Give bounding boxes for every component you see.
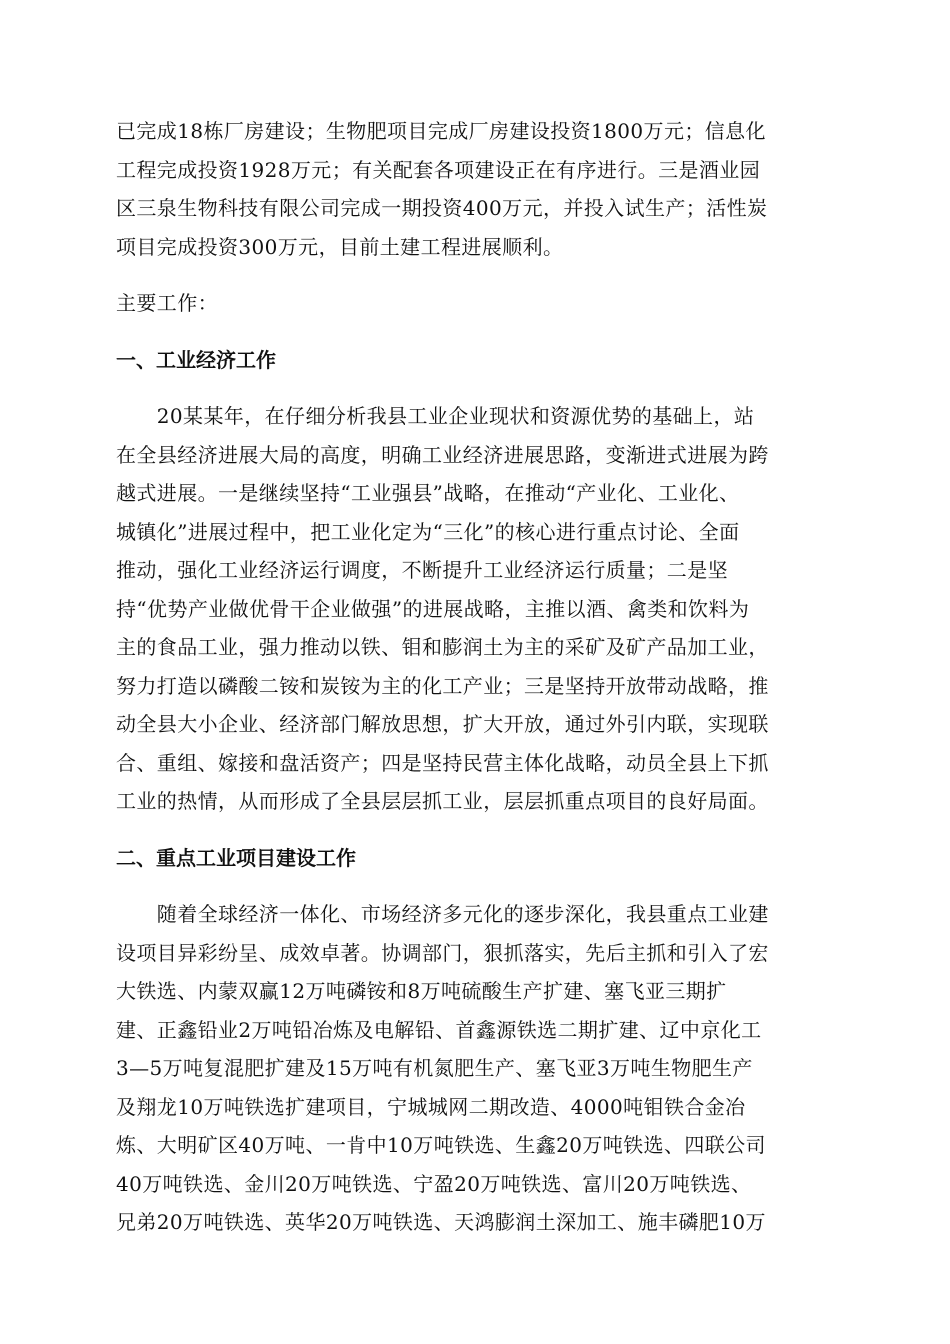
text-line: 设项目异彩纷呈、成效卓著。协调部门，狠抓落实，先后主抓和引入了宏 <box>116 940 769 965</box>
text-line: 建、正鑫铅业2万吨铅冶炼及电解铅、首鑫源铁选二期扩建、辽中京化工 <box>116 1017 762 1042</box>
document-page <box>116 112 836 1242</box>
text-line: 20某某年，在仔细分析我县工业企业现状和资源优势的基础上，站 <box>116 404 755 428</box>
paragraph-gap <box>116 323 836 341</box>
text-line: 合、重组、嫁接和盘活资产；四是坚持民营主体化战略，动员全县上下抓 <box>116 750 769 775</box>
paragraph-gap <box>116 266 836 284</box>
section1-paragraph <box>116 397 836 821</box>
text-line: 项目完成投资300万元，目前土建工程进展顺利。 <box>116 234 564 259</box>
main-work-label: 主要工作： <box>116 291 218 315</box>
text-line: 区三泉生物科技有限公司完成一期投资400万元，并投入试生产；活性炭 <box>116 196 768 220</box>
text-line: 及翔龙10万吨铁选扩建项目，宁城城网二期改造、4000吨钼铁合金冶 <box>116 1094 746 1119</box>
section-heading-industrial-economy: 一、工业经济工作 <box>116 347 276 372</box>
text-line: 在全县经济进展大局的高度，明确工业经济进展思路，变渐进式进展为跨 <box>116 442 769 467</box>
text-line: 40万吨铁选、金川20万吨铁选、宁盈20万吨铁选、富川20万吨铁选、 <box>116 1171 752 1196</box>
text-line: 炼、大明矿区40万吨、一肯中10万吨铁选、生鑫20万吨铁选、四联公司 <box>116 1133 766 1157</box>
text-line: 城镇化”进展过程中，把工业化定为“三化”的核心进行重点讨论、全面 <box>116 519 740 544</box>
text-line: 越式进展。一是继续坚持“工业强县”战略，在推动“产业化、工业化、 <box>116 481 740 505</box>
text-line: 努力打造以磷酸二铵和炭铵为主的化工产业；三是坚持开放带动战略，推 <box>116 673 769 698</box>
text-line: 工业的热情，从而形成了全县层层抓工业，层层抓重点项目的良好局面。 <box>116 789 769 813</box>
intro-paragraph <box>116 112 836 266</box>
section2-paragraph <box>116 895 836 1242</box>
paragraph-gap <box>116 379 836 397</box>
text-line: 主的食品工业，强力推动以铁、钼和膨润土为主的采矿及矿产品加工业， <box>116 635 769 659</box>
section-heading-key-projects: 二、重点工业项目建设工作 <box>116 845 356 870</box>
text-line: 3—5万吨复混肥扩建及15万吨有机氮肥生产、塞飞亚3万吨生物肥生产 <box>116 1056 753 1080</box>
text-line: 工程完成投资1928万元；有关配套各项建设正在有序进行。三是酒业园 <box>116 157 761 182</box>
text-line: 动全县大小企业、经济部门解放思想，扩大开放，通过外引内联，实现联 <box>116 712 769 736</box>
text-line: 持“优势产业做优骨干企业做强”的进展战略，主推以酒、禽类和饮料为 <box>116 596 750 621</box>
text-line: 兄弟20万吨铁选、英华20万吨铁选、天鸿膨润土深加工、施丰磷肥10万 <box>116 1210 766 1234</box>
text-line: 随着全球经济一体化、市场经济多元化的逐步深化，我县重点工业建 <box>116 902 769 926</box>
text-line: 已完成18栋厂房建设；生物肥项目完成厂房建设投资1800万元；信息化 <box>116 119 766 143</box>
text-line: 推动，强化工业经济运行调度，不断提升工业经济运行质量；二是坚 <box>116 558 728 582</box>
paragraph-gap <box>116 877 836 895</box>
paragraph-gap <box>116 821 836 839</box>
text-line: 大铁选、内蒙双赢12万吨磷铵和8万吨硫酸生产扩建、塞飞亚三期扩 <box>116 979 727 1003</box>
